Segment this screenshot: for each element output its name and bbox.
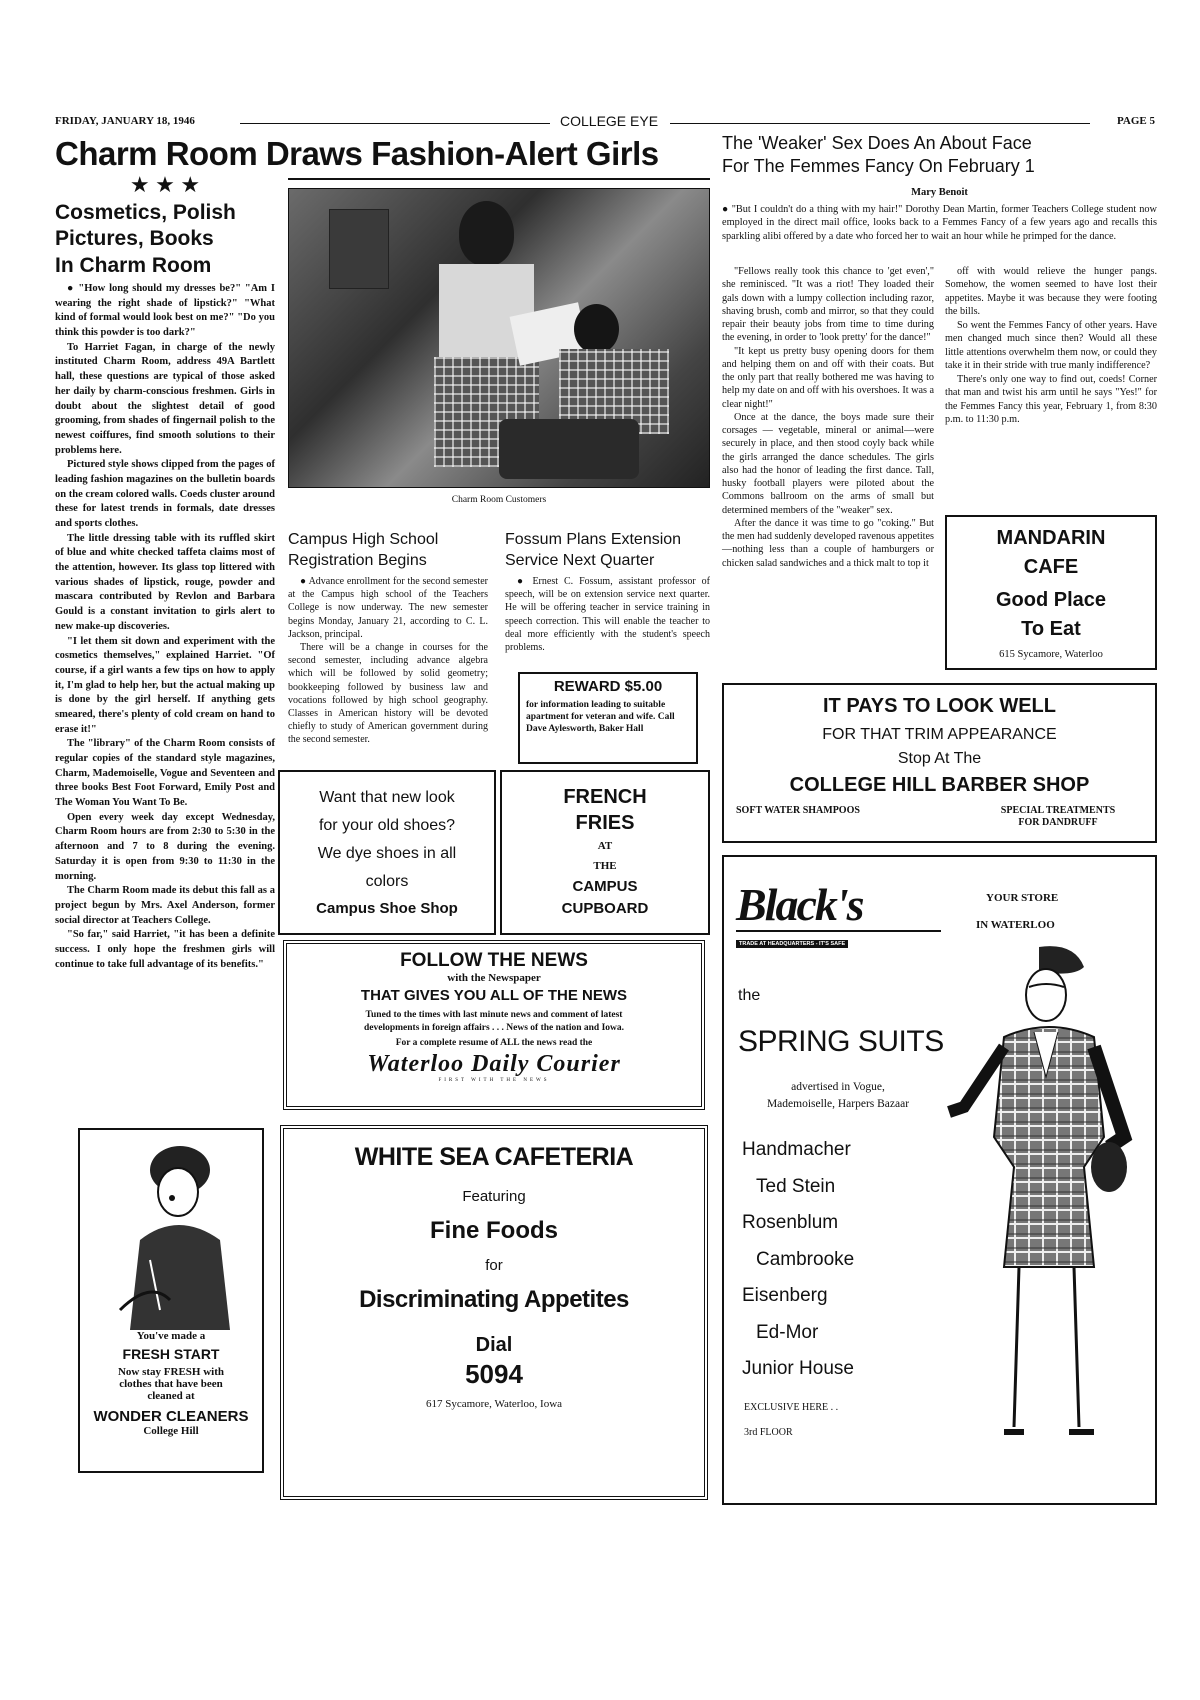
- courier-line-4: Tuned to the times with last minute news and comment of latest developments in foreign affairs . . . News of the nation and Iowa.: [363, 1010, 625, 1033]
- mandarin-line-2: CAFE: [1023, 556, 1079, 578]
- fossum-headline: [505, 530, 710, 572]
- charm-paragraph: The "library" of the Charm Room consists of regular copies of the standard style magazines, Charm, Mademoiselle, Vogue and Seventeen and three books Best Foot Forward, Emily Post and The Woman You Want To Be.: [55, 738, 275, 809]
- white-sea-cafeteria-ad: [280, 1125, 708, 1500]
- wonder-line-5: cleaned at: [147, 1390, 195, 1402]
- fossum-paragraph: ● Ernest C. Fossum, assistant professor of speech, will be on extension service next quarter. He will be offering teacher in service training in speech correction. This will enable the teacher to deal more efficiently with the student's speech problems.: [505, 576, 710, 653]
- fries-line-2: FRIES: [575, 812, 635, 834]
- mandarin-cafe-ad: [945, 515, 1157, 670]
- blacks-spring-suits-title: SPRING SUITS: [738, 1025, 944, 1058]
- blacks-logo-block: [736, 879, 941, 947]
- blacks-brand-item: Rosenblum: [742, 1212, 839, 1233]
- subhead-line-3: In Charm Room: [55, 253, 212, 277]
- courier-line-3: THAT GIVES YOU ALL OF THE NEWS: [360, 987, 628, 1004]
- white-sea-dial: Dial: [475, 1334, 513, 1356]
- weaker-headline: [722, 132, 1162, 179]
- blacks-store-1: YOUR STORE: [986, 892, 1059, 904]
- courier-ad: [283, 940, 705, 1110]
- charm-paragraph: The little dressing table with its ruffled skirt of blue and white checked taffeta claims most of the attention, however. Its glass top littered with various shades of lipstick, rouge, powder and mascara contributed by Revlon and Barbara Gould is a constant invitation to girls alert to new make-up discoveries.: [55, 532, 275, 632]
- shoe-dye-ad: [278, 770, 496, 935]
- shoe-shop-name: Campus Shoe Shop: [316, 900, 458, 917]
- white-sea-appetites: Discriminating Appetites: [359, 1286, 629, 1313]
- blacks-brand-item: Ed-Mor: [756, 1321, 819, 1343]
- white-sea-for: for: [485, 1257, 503, 1274]
- french-fries-ad: [500, 770, 710, 935]
- weaker-col1-paragraph: "Fellows really took this chance to 'get even'," she reminisced. "It was a riot! They loaded their gals down with a lumpy collection including razor, shaving brush, comb and mirror, so that they could repair their beauty jobs from time to time during the evening, in order to 'look pretty' for the dance!": [722, 266, 934, 344]
- charm-paragraph: "So far," said Harriet, "it has been a definite success. I only hope the freshmen girls will continue to take full advantage of its benefits.": [55, 929, 275, 970]
- wonder-line-2: FRESH START: [122, 1346, 220, 1362]
- blacks-exclusive: EXCLUSIVE HERE . .: [744, 1402, 839, 1413]
- reward-contact: Dave Aylesworth, Baker Hall: [526, 723, 644, 734]
- blacks-advertised: [738, 1079, 938, 1114]
- wonder-line-3: Now stay FRESH with: [117, 1366, 225, 1378]
- courier-logo: Waterloo Daily Courier: [367, 1050, 621, 1077]
- headline-rule: [288, 178, 710, 180]
- charm-paragraph: Open every week day except Wednesday, Charm Room hours are from 2:30 to 5:30 in the afternoon and 7 to 8 during the evening. Saturday it is open from 9:30 to 11:30 in the morning.: [55, 811, 275, 882]
- courier-line-5: For a complete resume of ALL the news read the: [395, 1037, 593, 1048]
- photo-seated-head: [574, 304, 619, 354]
- white-sea-address: 617 Sycamore, Waterloo, Iowa: [425, 1398, 563, 1410]
- barber-treatments: [973, 805, 1143, 829]
- weaker-col2-paragraph: So went the Femmes Fancy of other years. Have men changed much since then? Would all these little attentions overwhelm them now, or could they take it in their stride with true manly indifference?: [945, 319, 1157, 372]
- charm-paragraph: The Charm Room made its debut this fall as a project begun by Mrs. Axel Anderson, former social director at Teachers College.: [55, 885, 275, 926]
- blacks-floor: 3rd FLOOR: [744, 1427, 793, 1438]
- reward-title: REWARD $5.00: [553, 678, 663, 695]
- courier-tag: FIRST WITH THE NEWS: [438, 1077, 550, 1083]
- reward-text: for information leading to suitable apartment for veteran and wife. Call: [526, 700, 675, 723]
- barber-treatments-2: FOR DANDRUFF: [1018, 817, 1098, 828]
- shoe-ad-line-3: We dye shoes in all: [317, 845, 457, 862]
- fries-line-5: CAMPUS: [572, 877, 638, 895]
- weaker-column-2: [945, 265, 1157, 426]
- charm-paragraph: ● "How long should my dresses be?" "Am I wearing the right shade of lipstick?" "What kind of formal would look best on me?" "Do you think this powder is too dark?": [55, 283, 275, 339]
- blacks-woman-illustration: [924, 937, 1154, 1477]
- weaker-column-1: [722, 265, 934, 570]
- reward-ad: [518, 672, 698, 764]
- blacks-the: the: [738, 987, 761, 1004]
- subhead-line-1: Cosmetics, Polish: [55, 201, 236, 224]
- mandarin-line-3: Good Place: [995, 589, 1107, 611]
- blacks-brand-item: Cambrooke: [756, 1248, 855, 1270]
- blacks-logo: Black's: [736, 879, 863, 930]
- charm-room-photo: [288, 188, 710, 488]
- weaker-col1-paragraph: After the dance it was time to go "coking." But the men had suddenly developed ravenous appetites —nothing less than a couple of hamburgers or chicken salad sandwiches and a thick malt to top it: [722, 517, 934, 569]
- fossum-headline-2: Service Next Quarter: [505, 551, 655, 569]
- wonder-line-4: clothes that have been: [119, 1378, 223, 1390]
- fries-line-3: AT: [597, 840, 613, 852]
- weaker-headline-2: For The Femmes Fancy On February 1: [722, 156, 1035, 177]
- barber-line-1: IT PAYS TO LOOK WELL: [823, 695, 1056, 717]
- campus-high-headline-2: Registration Begins: [288, 551, 427, 569]
- white-sea-title: WHITE SEA CAFETERIA: [354, 1143, 634, 1171]
- weaker-col2-paragraph: off with would relieve the hunger pangs. Somehow, the women seemed to have lost their appetites. Maybe it was because they were footing the bills.: [945, 266, 1157, 318]
- fossum-body: [505, 575, 710, 654]
- charm-paragraph: To Harriet Fagan, in charge of the newly instituted Charm Room, address 49A Bartlett hall, these questions are typical of those asked her daily by charm-conscious freshmen. Girls in doubt about the slightest detail of good grooming, from shades of fingernail polish to the newest coiffures, find smooth solutions to their problems here.: [55, 341, 275, 456]
- wonder-cleaners-name: WONDER CLEANERS: [93, 1408, 249, 1425]
- white-sea-phone: 5094: [465, 1359, 523, 1389]
- masthead-rule-left: [240, 123, 550, 124]
- wonder-line-1: You've made a: [136, 1330, 206, 1342]
- blacks-brand-item: Eisenberg: [742, 1285, 828, 1306]
- fries-line-4: THE: [593, 859, 617, 872]
- blacks-advertised-1: advertised in Vogue,: [791, 1081, 885, 1093]
- weaker-byline: Mary Benoit: [911, 187, 968, 198]
- blacks-store-2: IN WATERLOO: [976, 919, 1055, 931]
- charm-subhead: [55, 200, 275, 279]
- courier-line-1: FOLLOW THE NEWS: [400, 950, 588, 971]
- masthead-date: FRIDAY, JANUARY 18, 1946: [55, 115, 195, 127]
- charm-headline: Charm Room Draws Fashion-Alert Girls: [55, 135, 659, 172]
- fries-line-1: FRENCH: [563, 786, 647, 808]
- mandarin-line-1: MANDARIN: [996, 527, 1106, 549]
- charm-article-body: [55, 282, 275, 972]
- fossum-headline-1: Fossum Plans Extension: [505, 531, 682, 548]
- masthead: [55, 115, 1155, 131]
- weaker-col1-paragraph: Once at the dance, the boys made sure their corsages — vegetable, mineral or animal—were securely in place, and then stood coyly back while the girls arranged the dance schedules. The girls also had the honor of leading the first dance. Tall, husky football players were piloted about the Commons ballroom on the arms of small but determined members of the "weaker" sex.: [722, 411, 934, 516]
- weaker-headline-1: The 'Weaker' Sex Does An About Face: [722, 133, 1032, 153]
- barber-line-3: Stop At The: [897, 750, 982, 767]
- courier-line-2: with the Newspaper: [447, 972, 541, 984]
- campus-high-body: [288, 575, 488, 746]
- masthead-paper-name: COLLEGE EYE: [560, 113, 659, 129]
- wonder-line-7: College Hill: [143, 1425, 199, 1437]
- blacks-logo-rule: [736, 930, 941, 932]
- wonder-cleaners-woman-illustration: [80, 1130, 262, 1330]
- blacks-advertised-2: Mademoiselle, Harpers Bazaar: [766, 1098, 910, 1111]
- charm-paragraph: Pictured style shows clipped from the pages of leading fashion magazines on the bulletin boards on the cream colored walls. Coeds cluster around these for latest trends in formals, date dresses and sports clothes.: [55, 459, 275, 529]
- blacks-brand-item: Junior House: [742, 1358, 854, 1379]
- fries-line-6: CUPBOARD: [561, 900, 649, 918]
- barber-line-2: FOR THAT TRIM APPEARANCE: [822, 726, 1057, 743]
- photo-wall-board: [329, 209, 389, 289]
- stars-divider: ★ ★ ★: [129, 172, 201, 197]
- blacks-brand-item: Handmacher: [742, 1139, 851, 1160]
- blacks-brand-list: [742, 1132, 942, 1388]
- shoe-ad-line-4: colors: [365, 873, 409, 890]
- masthead-page: PAGE 5: [1117, 115, 1155, 127]
- blacks-spring-suits-ad: [722, 855, 1157, 1505]
- charm-paragraph: "I let them sit down and experiment with the cosmetics themselves," explained Harriet. "Of course, if a girl wants a few tips on how to apply it, I'm glad to help her, but the actual making up is done by the girl herself. If anything gets smeared, there's plenty of cold cream on hand to erase it!": [55, 635, 275, 735]
- barber-shop-ad: [722, 683, 1157, 843]
- mandarin-line-4: To Eat: [1021, 618, 1081, 640]
- weaker-col1-paragraph: "It kept us pretty busy opening doors for them and helping them on and off with their coats. But the only part that really bothered me was having to help my date on and off with his overshoes. It was a clear night!": [722, 345, 935, 410]
- white-sea-featuring: Featuring: [462, 1188, 526, 1205]
- barber-shampoos: SOFT WATER SHAMPOOS: [736, 805, 860, 816]
- weaker-col2-paragraph: There's only one way to find out, coeds! Corner that man and twist his arm until he says "Yes!" for the Femmes Fancy this year, February 1, from 8:30 p.m. to 11:30 p.m.: [945, 373, 1157, 425]
- barber-treatments-1: SPECIAL TREATMENTS: [1000, 805, 1116, 816]
- campus-high-paragraph: There will be a change in courses for the second semester, including advance algebra which will be followed by solid geometry; bookkeeping followed by business law and vocations followed by high school geography. Classes in American history will be devoted chiefly to study of American government during the second semester.: [288, 641, 488, 746]
- campus-high-headline-1: Campus High School: [288, 531, 439, 548]
- weaker-lead: ● "But I couldn't do a thing with my hair!" Dorothy Dean Martin, former Teachers College student now employed in the direct mail office, looks back to a Femmes Fancy of a few years ago and recalls this sparkling alibi offered by a date who forced her to wait an hour while he primped for the dance.: [722, 204, 1157, 242]
- wonder-cleaners-ad: [78, 1128, 264, 1473]
- white-sea-fine-foods: Fine Foods: [430, 1217, 558, 1244]
- photo-figure-head: [459, 201, 514, 266]
- mandarin-address: 615 Sycamore, Waterloo: [999, 649, 1103, 660]
- blacks-brand-item: Ted Stein: [756, 1175, 836, 1197]
- shoe-ad-line-1: Want that new look: [319, 789, 455, 806]
- shoe-ad-line-2: for your old shoes?: [318, 817, 456, 834]
- barber-shop-name: COLLEGE HILL BARBER SHOP: [789, 774, 1090, 796]
- subhead-line-2: Pictures, Books: [55, 227, 214, 251]
- photo-chair: [499, 419, 639, 479]
- campus-high-headline: [288, 530, 488, 572]
- masthead-rule-right: [670, 123, 1090, 124]
- photo-caption: Charm Room Customers: [451, 495, 547, 505]
- campus-high-paragraph: ● Advance enrollment for the second semester at the Campus high school of the Teachers College is now underway. The new semester begins Monday, January 21, according to C. L. Jackson, principal.: [288, 576, 488, 640]
- blacks-tagline: TRADE AT HEADQUARTERS - IT'S SAFE: [736, 940, 848, 948]
